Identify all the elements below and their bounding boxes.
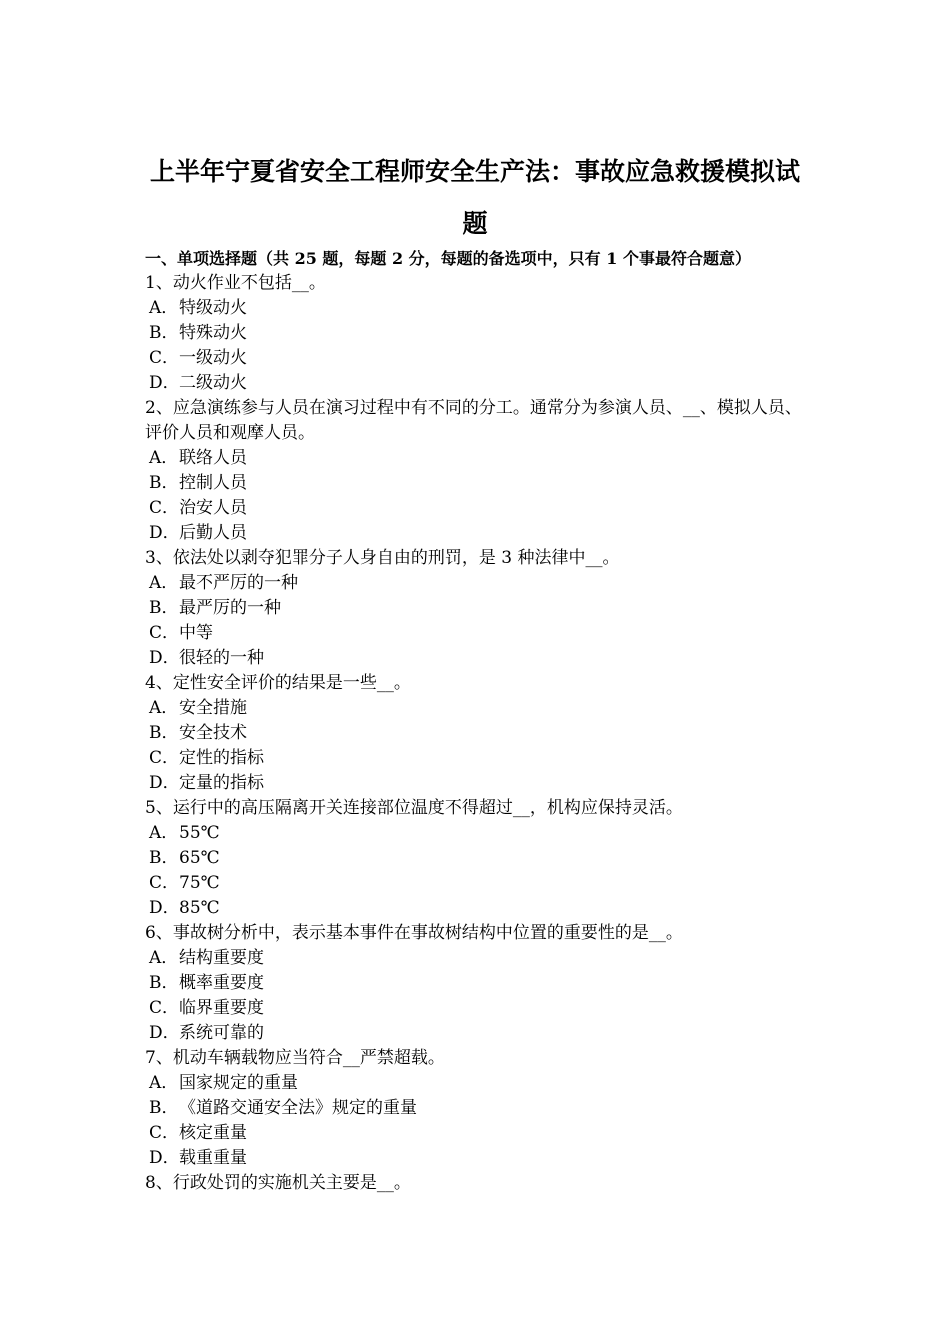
option-letter: C． — [149, 998, 180, 1018]
question-text: 6、事故树分析中，表示基本事件在事故树结构中位置的重要性的是__。 — [145, 923, 683, 943]
option-letter: C． — [149, 498, 180, 518]
option-text: 特级动火 — [179, 298, 247, 318]
option-c — [145, 621, 810, 646]
option-text: 85℃ — [179, 898, 220, 918]
option-text: 中等 — [179, 623, 213, 643]
option-text: 后勤人员 — [179, 523, 247, 543]
option-letter: D． — [149, 523, 180, 543]
option-letter: D． — [149, 373, 180, 393]
option-text: 核定重量 — [179, 1123, 247, 1143]
option-d — [145, 1021, 810, 1046]
option-letter: B． — [149, 723, 179, 743]
option-letter: C． — [149, 748, 180, 768]
option-letter: D． — [149, 773, 180, 793]
question-2 — [145, 396, 810, 546]
question-4 — [145, 671, 810, 796]
option-text: 国家规定的重量 — [179, 1073, 298, 1093]
option-text: 75℃ — [179, 873, 220, 893]
option-text: 一级动火 — [179, 348, 247, 368]
option-letter: B． — [149, 473, 179, 493]
option-b — [145, 971, 810, 996]
option-d — [145, 521, 810, 546]
question-8 — [145, 1171, 810, 1196]
option-a — [145, 571, 810, 596]
question-5 — [145, 796, 810, 921]
option-letter: A． — [149, 298, 179, 318]
option-a — [145, 946, 810, 971]
option-text: 特殊动火 — [179, 323, 247, 343]
option-letter: C． — [149, 1123, 180, 1143]
option-text: 联络人员 — [179, 448, 247, 468]
document-body — [145, 246, 810, 1196]
option-letter: D． — [149, 648, 180, 668]
question-text: 2、应急演练参与人员在演习过程中有不同的分工。通常分为参演人员、__、模拟人员、评价人员和观摩人员。 — [145, 398, 802, 443]
option-text: 定性的指标 — [179, 748, 264, 768]
option-c — [145, 496, 810, 521]
option-text: 55℃ — [179, 823, 220, 843]
option-letter: C． — [149, 623, 180, 643]
question-text: 4、定性安全评价的结果是一些__。 — [145, 673, 411, 693]
option-b — [145, 721, 810, 746]
option-b — [145, 596, 810, 621]
document-title: 上半年宁夏省安全工程师安全生产法：事故应急救援模拟试题 — [149, 157, 800, 238]
option-d — [145, 771, 810, 796]
option-d — [145, 646, 810, 671]
option-text: 安全措施 — [179, 698, 247, 718]
option-letter: A． — [149, 698, 179, 718]
question-6 — [145, 921, 810, 1046]
option-letter: A． — [149, 1073, 179, 1093]
option-b — [145, 471, 810, 496]
option-letter: C． — [149, 348, 180, 368]
option-d — [145, 896, 810, 921]
option-letter: A． — [149, 948, 179, 968]
question-text: 3、依法处以剥夺犯罪分子人身自由的刑罚，是 3 种法律中__。 — [145, 548, 620, 568]
option-letter: D． — [149, 1148, 180, 1168]
option-text: 最不严厉的一种 — [179, 573, 298, 593]
section-heading: 一、单项选择题（共 25 题，每题 2 分，每题的备选项中，只有 1 个事最符合题意） — [145, 249, 751, 268]
option-letter: C． — [149, 873, 180, 893]
option-text: 定量的指标 — [179, 773, 264, 793]
option-letter: B． — [149, 323, 179, 343]
option-letter: B． — [149, 1098, 179, 1118]
option-letter: A． — [149, 823, 179, 843]
question-text: 5、运行中的高压隔离开关连接部位温度不得超过__，机构应保持灵活。 — [145, 798, 683, 818]
option-text: 临界重要度 — [179, 998, 264, 1018]
option-letter: B． — [149, 973, 179, 993]
option-b — [145, 321, 810, 346]
option-letter: B． — [149, 598, 179, 618]
option-a — [145, 446, 810, 471]
question-text: 8、行政处罚的实施机关主要是__。 — [145, 1173, 411, 1193]
option-a — [145, 696, 810, 721]
option-text: 安全技术 — [179, 723, 247, 743]
option-text: 最严厉的一种 — [179, 598, 281, 618]
option-c — [145, 871, 810, 896]
option-letter: A． — [149, 448, 179, 468]
option-text: 65℃ — [179, 848, 220, 868]
question-3 — [145, 546, 810, 671]
option-text: 系统可靠的 — [179, 1023, 264, 1043]
option-c — [145, 1121, 810, 1146]
option-a — [145, 1071, 810, 1096]
option-c — [145, 996, 810, 1021]
option-d — [145, 371, 810, 396]
option-text: 二级动火 — [179, 373, 247, 393]
option-letter: D． — [149, 898, 180, 918]
option-text: 概率重要度 — [179, 973, 264, 993]
option-d — [145, 1146, 810, 1171]
option-text: 结构重要度 — [179, 948, 264, 968]
option-a — [145, 296, 810, 321]
option-c — [145, 746, 810, 771]
option-text: 很轻的一种 — [179, 648, 264, 668]
question-text: 1、动火作业不包括__。 — [145, 273, 326, 293]
option-text: 《道路交通安全法》规定的重量 — [179, 1098, 417, 1118]
option-letter: D． — [149, 1023, 180, 1043]
question-1 — [145, 271, 810, 396]
option-letter: A． — [149, 573, 179, 593]
option-b — [145, 846, 810, 871]
option-letter: B． — [149, 848, 179, 868]
question-text: 7、机动车辆载物应当符合__严禁超载。 — [145, 1048, 445, 1068]
option-a — [145, 821, 810, 846]
option-text: 载重重量 — [179, 1148, 247, 1168]
option-text: 治安人员 — [179, 498, 247, 518]
option-b — [145, 1096, 810, 1121]
option-c — [145, 346, 810, 371]
option-text: 控制人员 — [179, 473, 247, 493]
question-7 — [145, 1046, 810, 1171]
